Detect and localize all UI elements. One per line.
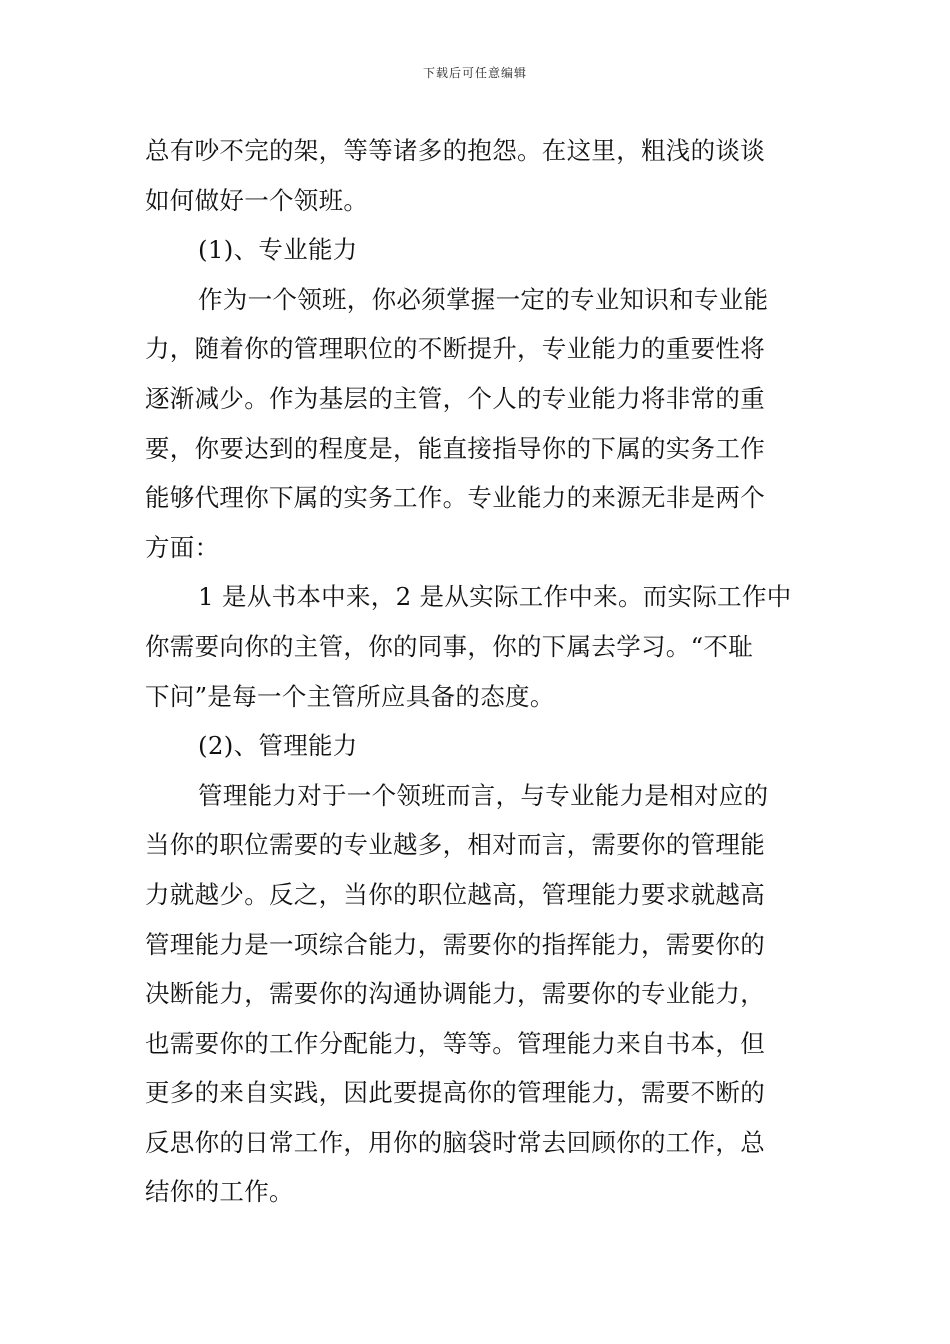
- section-heading: (2)、管理能力: [198, 731, 358, 761]
- text-line: 结你的工作。: [145, 1177, 294, 1207]
- paragraph-start: 作为一个领班，你必须掌握一定的专业知识和专业能: [198, 284, 769, 314]
- text-line: 力就越少。反之，当你的职位越高，管理能力要求就越高: [145, 879, 765, 909]
- paragraph-start: 管理能力对于一个领班而言，与专业能力是相对应的: [198, 780, 769, 810]
- text-line: 管理能力是一项综合能力，需要你的指挥能力，需要你的: [145, 929, 765, 959]
- text-line: 能够代理你下属的实务工作。专业能力的来源无非是两个: [145, 483, 765, 513]
- section-heading: (1)、专业能力: [198, 235, 358, 265]
- page-header-note: 下载后可任意编辑: [422, 66, 527, 80]
- text-line: 下问”是每一个主管所应具备的态度。: [145, 681, 555, 711]
- text-line: 你需要向你的主管，你的同事，你的下属去学习。“不耻: [145, 631, 754, 661]
- document-body: [145, 126, 807, 1217]
- text-line: 力，随着你的管理职位的不断提升，专业能力的重要性将: [145, 334, 765, 364]
- text-line: 也需要你的工作分配能力，等等。管理能力来自书本，但: [145, 1028, 765, 1058]
- text-line: 决断能力，需要你的沟通协调能力，需要你的专业能力，: [145, 979, 765, 1009]
- text-line: 当你的职位需要的专业越多，相对而言，需要你的管理能: [145, 830, 765, 860]
- text-line: 方面：: [145, 532, 220, 562]
- text-line: 逐渐减少。作为基层的主管，个人的专业能力将非常的重: [145, 383, 765, 413]
- text-line: 总有吵不完的架，等等诸多的抱怨。在这里，粗浅的谈谈: [145, 136, 765, 165]
- text-line: 要，你要达到的程度是，能直接指导你的下属的实务工作: [145, 433, 765, 463]
- text-line: 反思你的日常工作，用你的脑袋时常去回顾你的工作，总: [145, 1127, 765, 1157]
- text-line: 更多的来自实践，因此要提高你的管理能力，需要不断的: [145, 1078, 765, 1108]
- paragraph-start: 1 是从书本中来，2 是从实际工作中来。而实际工作中: [198, 582, 792, 612]
- text-line: 如何做好一个领班。: [145, 185, 369, 215]
